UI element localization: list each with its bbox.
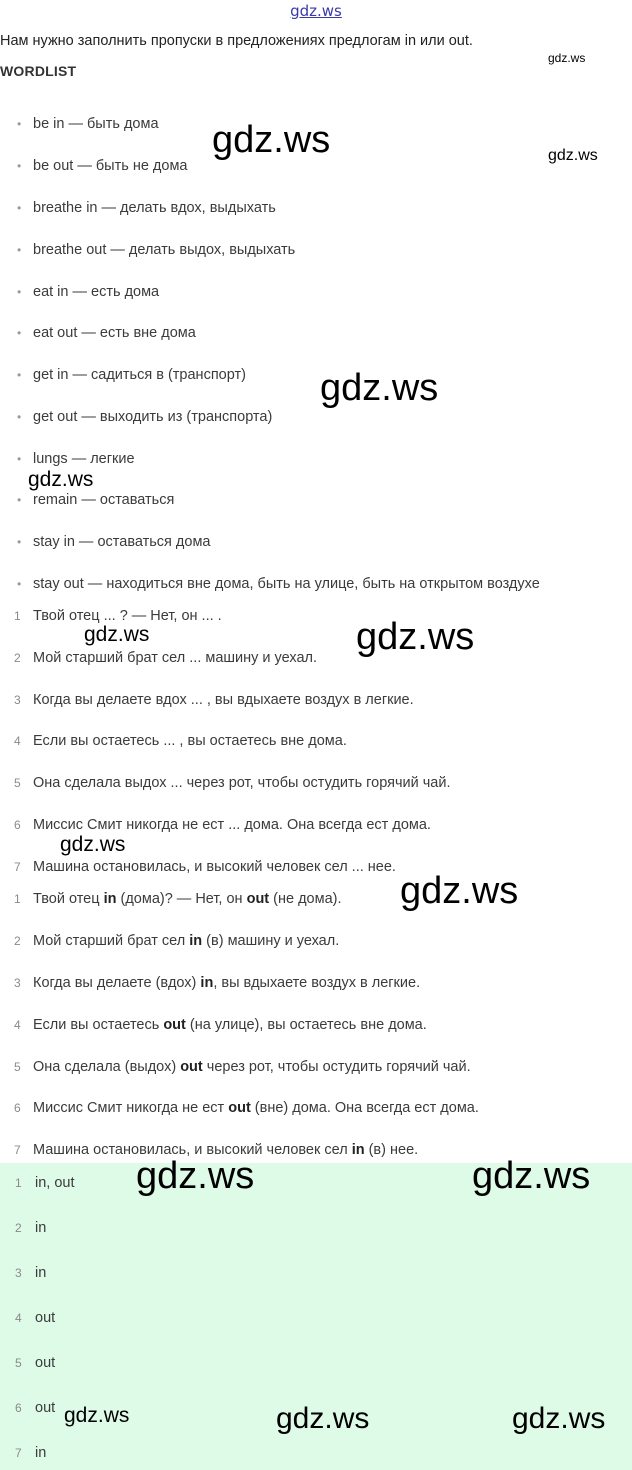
exercise-item-text: Миссис Смит никогда не ест ... дома. Она всегда ест дома. [33,817,431,833]
watermark-text: gdz.ws [548,147,598,164]
bullet-icon: • [17,201,22,215]
wordlist-item-text: be in — быть дома [33,116,159,132]
item-number: 1 [14,609,21,623]
exercise-item-text: Твой отец ... ? — Нет, он ... . [33,608,222,624]
exercise-item-text: Если вы остаетесь ... , вы остаетесь вне дома. [33,733,347,749]
answer-text: out [35,1310,56,1326]
translation-item-text [33,1096,479,1120]
wordlist-item-text: get in — садиться в (транспорт) [33,367,246,383]
answer-word: out [163,1017,186,1033]
wordlist-heading: WORDLIST [0,63,77,79]
watermark-text: gdz.ws [400,870,519,912]
item-number: 2 [14,651,21,665]
watermark-text: gdz.ws [212,119,331,161]
item-number: 1 [15,1176,22,1190]
text-fragment: Миссис Смит никогда не ест [33,1100,229,1116]
watermark-text: gdz.ws [512,1402,606,1435]
text-fragment: (в) нее. [364,1142,419,1158]
wordlist-item-text: stay out — находиться вне дома, быть на улице, быть на открытом воздухе [33,576,540,592]
text-fragment: (не дома). [269,891,342,907]
watermark-text: gdz.ws [548,51,586,65]
bullet-icon: • [17,117,22,131]
text-fragment: , вы вдыхаете воздух в легкие. [213,975,421,991]
item-number: 5 [14,776,21,790]
bullet-icon: • [17,243,22,257]
item-number: 6 [14,818,21,832]
wordlist-item-text: get out — выходить из (транспорта) [33,409,273,425]
item-number: 1 [14,892,21,906]
wordlist-item-text: lungs — легкие [33,451,135,467]
text-fragment: (на улице), вы остаетесь вне дома. [185,1017,427,1033]
item-number: 7 [15,1446,22,1460]
exercise-item-text: Когда вы делаете вдох ... , вы вдыхаете воздух в легкие. [33,692,414,708]
bullet-icon: • [17,159,22,173]
text-fragment: Мой старший брат сел [33,933,190,949]
item-number: 3 [14,976,21,990]
answer-word: in [103,891,117,907]
answer-text: out [35,1355,56,1371]
translation-item-text [33,929,339,953]
wordlist-item-text: stay in — оставаться дома [33,534,211,550]
watermark-text: gdz.ws [60,833,126,856]
bullet-icon: • [17,326,22,340]
exercise-item-text: Мой старший брат сел ... машину и уехал. [33,650,318,666]
bullet-icon: • [17,535,22,549]
bullet-icon: • [17,577,22,591]
watermark-text: gdz.ws [28,468,94,491]
wordlist-item-text: eat in — есть дома [33,284,160,300]
item-number: 3 [14,693,21,707]
answer-text: in [35,1220,47,1236]
text-fragment: через рот, чтобы остудить горячий чай. [202,1059,471,1075]
wordlist-item-text: breathe out — делать выдох, выдыхать [33,242,296,258]
text-fragment: Машина остановилась, и высокий человек сел [33,1142,352,1158]
answer-text: out [35,1400,56,1416]
answer-text: in [35,1265,47,1281]
watermark-text: gdz.ws [356,616,475,658]
item-number: 4 [14,734,21,748]
answer-word: out [246,891,270,907]
answer-word: in [351,1142,365,1158]
text-fragment: (вне) дома. Она всегда ест дома. [250,1100,479,1116]
translation-item-text [33,971,420,995]
answer-text: in [35,1445,47,1461]
item-number: 3 [15,1266,22,1280]
watermark-text: gdz.ws [64,1404,130,1427]
item-number: 7 [14,860,21,874]
item-number: 6 [14,1101,21,1115]
wordlist-item-text: remain — оставаться [33,492,175,508]
answer-word: out [228,1100,251,1116]
bullet-icon: • [17,493,22,507]
text-fragment: Она сделала (выдох) [33,1059,181,1075]
bullet-icon: • [17,452,22,466]
exercise-item-text: Машина остановилась, и высокий человек сел ... нее. [33,859,396,875]
bullet-icon: • [17,285,22,299]
wordlist-item-text: be out — быть не дома [33,158,188,174]
item-number: 2 [15,1221,22,1235]
answer-word: out [180,1059,203,1075]
translation-item-text [33,887,342,911]
item-number: 2 [14,934,21,948]
site-title-link[interactable]: gdz.ws [290,2,342,20]
text-fragment: Если вы остаетесь [33,1017,164,1033]
item-number: 4 [14,1018,21,1032]
watermark-text: gdz.ws [276,1402,370,1435]
watermark-text: gdz.ws [136,1155,255,1197]
bullet-icon: • [17,410,22,424]
answer-word: in [200,975,214,991]
task-intro: Нам нужно заполнить пропуски в предложениях предлогам in или out. [0,33,473,49]
item-number: 4 [15,1311,22,1325]
answer-word: in [189,933,203,949]
translation-item-text [33,1013,427,1037]
wordlist-item-text: breathe in — делать вдох, выдыхать [33,200,276,216]
text-fragment: Твой отец [33,891,104,907]
item-number: 5 [15,1356,22,1370]
text-fragment: Когда вы делаете (вдох) [33,975,201,991]
item-number: 5 [14,1060,21,1074]
wordlist-item-text: eat out — есть вне дома [33,325,196,341]
watermark-text: gdz.ws [320,367,439,409]
text-fragment: (дома)? — Нет, он [116,891,247,907]
watermark-text: gdz.ws [84,623,150,646]
watermark-text: gdz.ws [472,1155,591,1197]
exercise-item-text: Она сделала выдох ... через рот, чтобы остудить горячий чай. [33,775,451,791]
item-number: 6 [15,1401,22,1415]
answer-text: in, out [35,1175,75,1191]
bullet-icon: • [17,368,22,382]
item-number: 7 [14,1143,21,1157]
translation-item-text [33,1055,471,1079]
text-fragment: (в) машину и уехал. [202,933,340,949]
